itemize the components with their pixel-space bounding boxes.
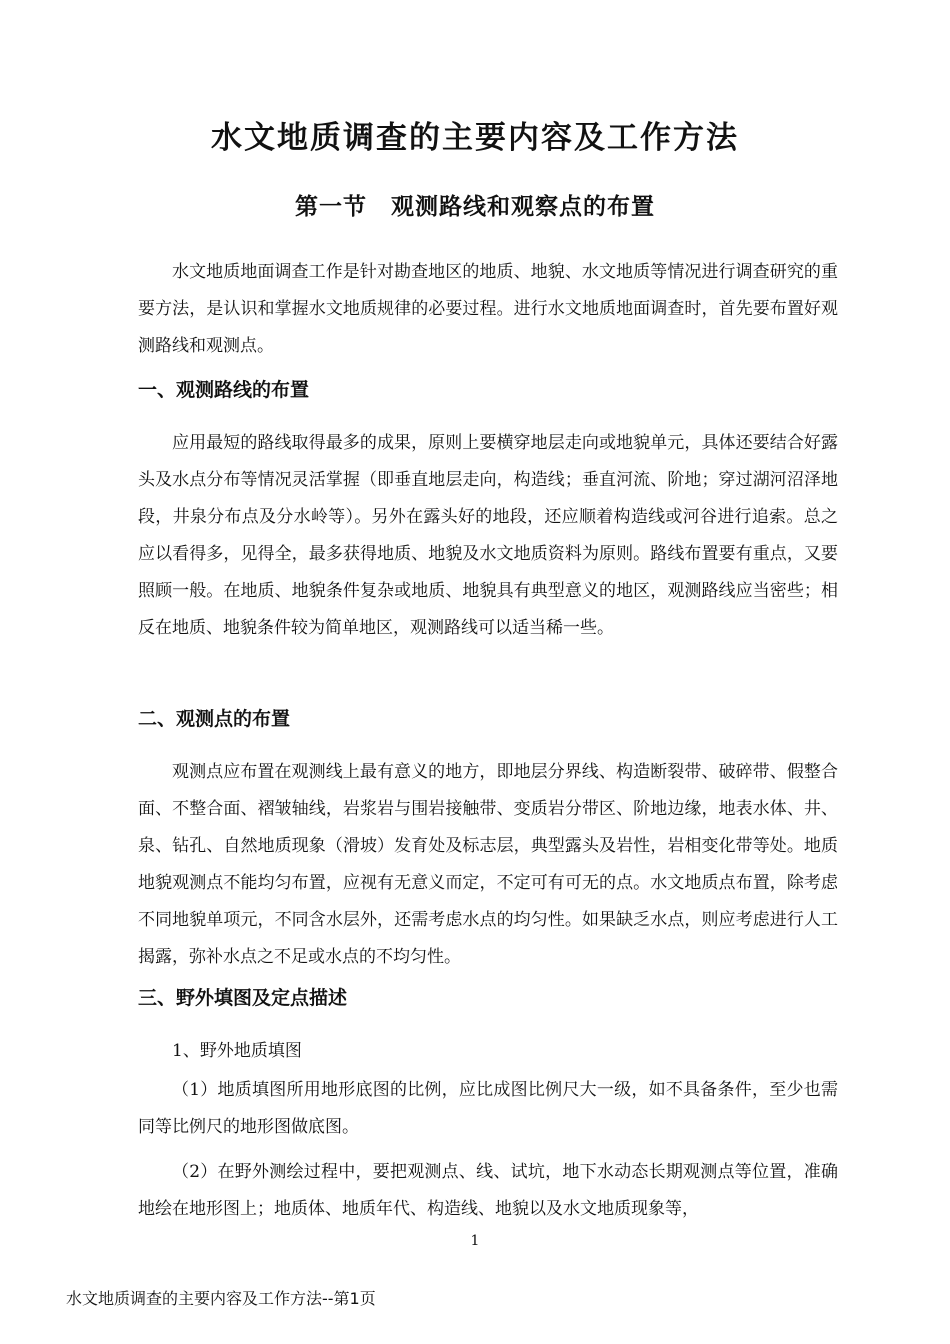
heading-field-mapping: 三、野外填图及定点描述	[138, 987, 348, 1009]
heading-route-layout: 一、观测路线的布置	[138, 379, 310, 401]
page-number: 1	[470, 1233, 480, 1249]
intro-paragraph: 水文地质地面调查工作是针对勘查地区的地质、地貌、水文地质等情况进行调查研究的重要方法，是认识和掌握水文地质规律的必要过程。进行水文地质地面调查时，首先要布置好观测路线和观测点。	[138, 262, 838, 356]
heading-point-layout: 二、观测点的布置	[138, 708, 291, 730]
paragraph-point-layout: 观测点应布置在观测线上最有意义的地方，即地层分界线、构造断裂带、破碎带、假整合面、不整合面、褶皱轴线，岩浆岩与围岩接触带、变质岩分带区、阶地边缘，地表水体、井、泉、钻孔、自然地质现象（滑坡）发育处及标志层，典型露头及岩性，岩相变化带等处。地质地貌观测点不能均匀布置，应视有无意义而定，不定可有可无的点。水文地质点布置，除考虑不同地貌单项元，不同含水层外，还需考虑水点的均匀性。如果缺乏水点，则应考虑进行人工揭露，弥补水点之不足或水点的不均匀性。	[138, 762, 838, 967]
subheading-geologic-mapping: 1、野外地质填图	[172, 1041, 302, 1061]
document-title: 水文地质调查的主要内容及工作方法	[211, 120, 739, 156]
paragraph-item-1: （1）地质填图所用地形底图的比例，应比成图比例尺大一级，如不具备条件，至少也需同等比例尺的地形图做底图。	[138, 1080, 838, 1137]
paragraph-route-layout: 应用最短的路线取得最多的成果，原则上要横穿地层走向或地貌单元，具体还要结合好露头及水点分布等情况灵活掌握（即垂直地层走向，构造线；垂直河流、阶地；穿过湖河沼泽地段，井泉分布点及分水岭等）。另外在露头好的地段，还应顺着构造线或河谷进行追索。总之应以看得多，见得全，最多获得地质、地貌及水文地质资料为原则。路线布置要有重点，又要照顾一般。在地质、地貌条件复杂或地质、地貌具有典型意义的地区，观测路线应当密些；相反在地质、地貌条件较为简单地区，观测路线可以适当稀一些。	[138, 433, 838, 638]
section-title: 第一节 观测路线和观察点的布置	[295, 193, 655, 220]
page-footer: 水文地质调查的主要内容及工作方法--第1页	[66, 1289, 376, 1308]
paragraph-item-2: （2）在野外测绘过程中，要把观测点、线、试坑，地下水动态长期观测点等位置，准确地绘在地形图上；地质体、地质年代、构造线、地貌以及水文地质现象等，	[138, 1162, 838, 1219]
